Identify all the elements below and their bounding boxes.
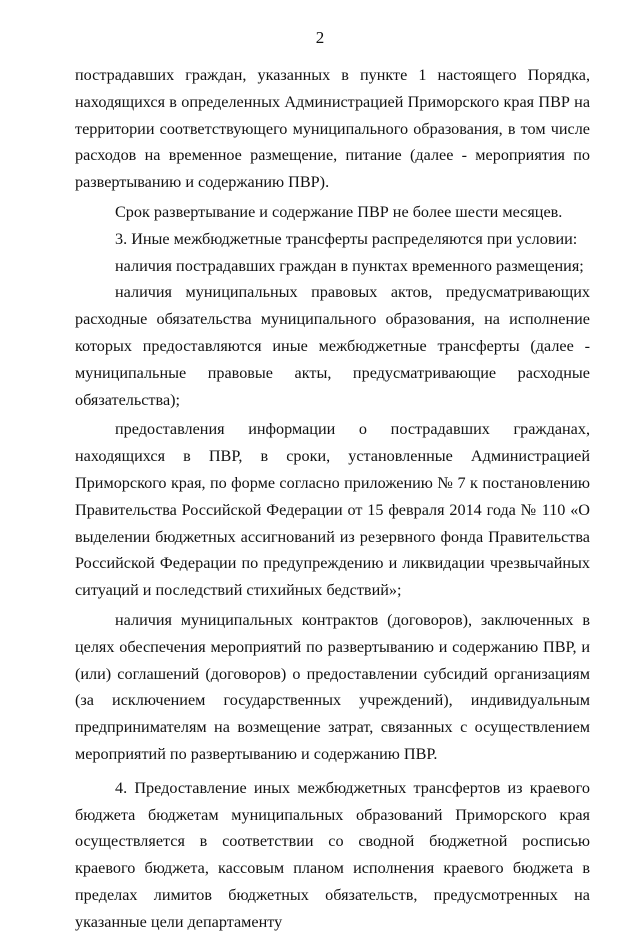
paragraph-condition-2: наличия муниципальных правовых актов, предусматривающих расходные обязательства муниципального образования, на исполнение которых предоставляются иные межбюджетные трансферты (далее - муниципальные правовые акты, предусматривающие расходные обязательства); [75,283,590,409]
page-number: 2 [315,28,325,47]
paragraph-condition-3: предоставления информации о пострадавших гражданах, находящихся в ПВР, в сроки, установленные Администрацией Приморского края, по форме согласно приложению № 7 к постановлению Правительства Российской Федерации от 15 февраля 2014 года № 110 «О выделении бюджетных ассигнований из резервного фонда Правительства Российской Федерации по предупреждению и ликвидации чрезвычайных ситуаций и последствий стихийных бедствий»; [75,420,590,600]
paragraph-clause-4: 4. Предоставление иных межбюджетных трансфертов из краевого бюджета бюджетам муниципальных образований Приморского края осуществляется в соответствии со сводной бюджетной росписью краевого бюджета, кассовым планом исполнения краевого бюджета в пределах лимитов бюджетных обязательств, предусмотренных на указанные цели департаменту [75,778,590,931]
paragraph-term: Срок развертывание и содержание ПВР не более шести месяцев. [115,202,563,221]
paragraph-continuation: пострадавших граждан, указанных в пункте 1 настоящего Порядка, находящихся в определенных Администрацией Приморского края ПВР на территории соответствующего муниципального образования, в том числе расходов на временное размещение, питание (далее - мероприятия по развертыванию и содержанию ПВР). [75,66,590,192]
document-body [75,62,590,936]
paragraph-clause-3: 3. Иные межбюджетные трансферты распределяются при условии: [115,229,578,248]
paragraph-condition-4: наличия муниципальных контрактов (договоров), заключенных в целях обеспечения мероприятий по развертыванию и содержанию ПВР, и (или) соглашений (договоров) о предоставлении субсидий организациям (за исключением государственных учреждений), индивидуальным предпринимателям на возмещение затрат, связанных с осуществлением мероприятий по развертыванию и содержанию ПВР. [75,610,590,763]
paragraph-condition-1: наличия пострадавших граждан в пунктах временного размещения; [115,256,584,275]
